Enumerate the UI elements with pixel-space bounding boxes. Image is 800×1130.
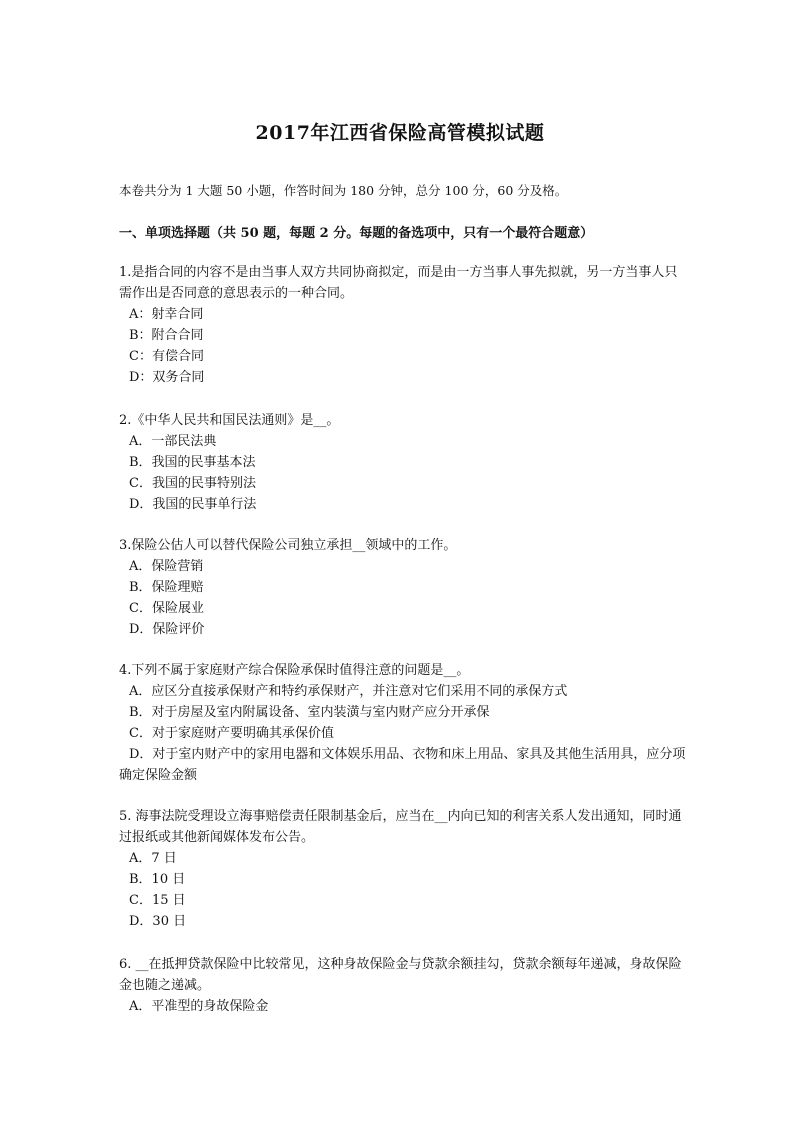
question-6 xyxy=(119,954,689,1017)
question-stem: 5. 海事法院受理设立海事赔偿责任限制基金后，应当在__内向已知的利害关系人发出通知，同时通过报纸或其他新闻媒体发布公告。 xyxy=(119,809,682,845)
question-stem: 2.《中华人民共和国民法通则》是__。 xyxy=(119,413,340,428)
option-a: A．保险营销 xyxy=(129,559,204,574)
question-stem: 3.保险公估人可以替代保险公司独立承担__领域中的工作。 xyxy=(119,538,457,553)
option-b: B．保险理赔 xyxy=(129,580,204,595)
option-d: D：双务合同 xyxy=(129,370,205,385)
option-b: B：附合合同 xyxy=(129,328,204,343)
option-c: C：有偿合同 xyxy=(129,349,204,364)
option-c: C．对于家庭财产要明确其承保价值 xyxy=(129,726,334,741)
option-b: B．10 日 xyxy=(129,872,186,887)
exam-intro: 本卷共分为 1 大题 50 小题，作答时间为 180 分钟，总分 100 分，60 分及格。 xyxy=(119,183,568,198)
document-title: 2017年江西省保险高管模拟试题 xyxy=(255,122,545,144)
question-stem: 6. __在抵押贷款保险中比较常见，这种身故保险金与贷款余额挂勾，贷款余额每年递减，身故保险金也随之递减。 xyxy=(119,957,682,993)
option-c: C．保险展业 xyxy=(129,601,204,616)
option-a: A：射幸合同 xyxy=(129,307,204,322)
option-d: D．30 日 xyxy=(129,914,187,929)
option-c: C．我国的民事特别法 xyxy=(129,476,256,491)
question-3 xyxy=(119,535,689,640)
option-d: D．对于室内财产中的家用电器和文体娱乐用品、衣物和床上用品、家具及其他生活用具，应分项确定保险金额 xyxy=(119,747,686,783)
option-c: C．15 日 xyxy=(129,893,186,908)
question-4 xyxy=(119,660,689,786)
question-stem: 1.是指合同的内容不是由当事人双方共同协商拟定，而是由一方当事人事先拟就，另一方当事人只需作出是否同意的意思表示的一种合同。 xyxy=(119,265,678,301)
section-heading: 一、单项选择题（共 50 题，每题 2 分。每题的备选项中，只有一个最符合题意） xyxy=(119,226,594,241)
question-5 xyxy=(119,806,689,932)
option-a: A．一部民法典 xyxy=(129,434,217,449)
option-a: A．平准型的身故保险金 xyxy=(129,999,269,1014)
question-stem: 4.下列不属于家庭财产综合保险承保时值得注意的问题是__。 xyxy=(119,663,470,678)
question-2 xyxy=(119,410,689,515)
option-a: A．7 日 xyxy=(129,851,177,866)
option-b: B．对于房屋及室内附属设备、室内装潢与室内财产应分开承保 xyxy=(129,705,490,720)
option-d: D．保险评价 xyxy=(129,622,205,637)
option-b: B．我国的民事基本法 xyxy=(129,455,256,470)
option-a: A．应区分直接承保财产和特约承保财产，并注意对它们采用不同的承保方式 xyxy=(129,684,568,699)
option-d: D．我国的民事单行法 xyxy=(129,497,257,512)
question-1 xyxy=(119,262,689,388)
